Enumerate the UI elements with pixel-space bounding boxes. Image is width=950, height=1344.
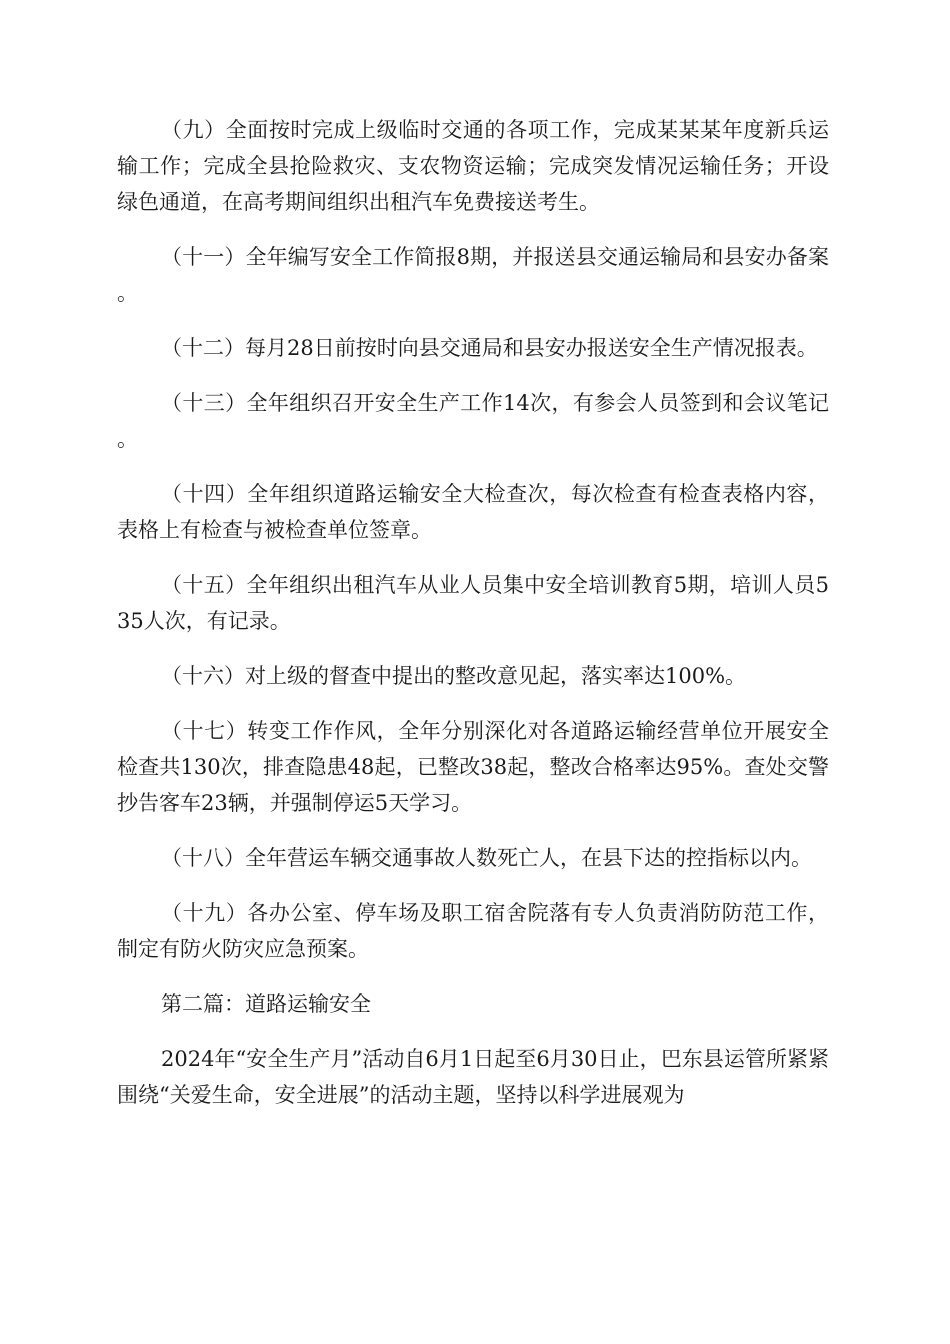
paragraph-item-12: （十二）每月28日前按时向县交通局和县安办报送安全生产情况报表。: [161, 336, 818, 360]
paragraph-item-14: （十四）全年组织道路运输安全大检查次，每次检查有检查表格内容，表格上有检查与被检查单位签章。: [117, 482, 829, 542]
paragraph-item-13: （十三）全年组织召开安全生产工作14次，有参会人员签到和会议笔记。: [117, 391, 829, 451]
document-body: [117, 112, 829, 1113]
paragraph-item-16: （十六）对上级的督查中提出的整改意见起，落实率达100%。: [161, 664, 747, 688]
section-heading: 第二篇：道路运输安全: [161, 992, 371, 1016]
paragraph-item-15: （十五）全年组织出租汽车从业人员集中安全培训教育5期，培训人员535人次，有记录。: [117, 573, 829, 633]
paragraph-intro: 2024年“安全生产月”活动自6月1日起至6月30日止，巴东县运管所紧紧围绕“关爱生命，安全进展”的活动主题，坚持以科学进展观为: [117, 1047, 829, 1107]
paragraph-item-11: （十一）全年编写安全工作简报8期，并报送县交通运输局和县安办备案。: [117, 245, 829, 305]
paragraph-item-9: （九）全面按时完成上级临时交通的各项工作，完成某某某年度新兵运输工作；完成全县抢险救灾、支农物资运输；完成突发情况运输任务；开设绿色通道，在高考期间组织出租汽车免费接送考生。: [117, 118, 829, 214]
paragraph-item-17: （十七）转变工作作风，全年分别深化对各道路运输经营单位开展安全检查共130次，排查隐患48起，已整改38起，整改合格率达95%。查处交警抄告客车23辆，并强制停运5天学习。: [117, 719, 829, 815]
paragraph-item-19: （十九）各办公室、停车场及职工宿舍院落有专人负责消防防范工作，制定有防火防灾应急预案。: [117, 901, 829, 961]
paragraph-item-18: （十八）全年营运车辆交通事故人数死亡人，在县下达的控指标以内。: [161, 846, 812, 870]
